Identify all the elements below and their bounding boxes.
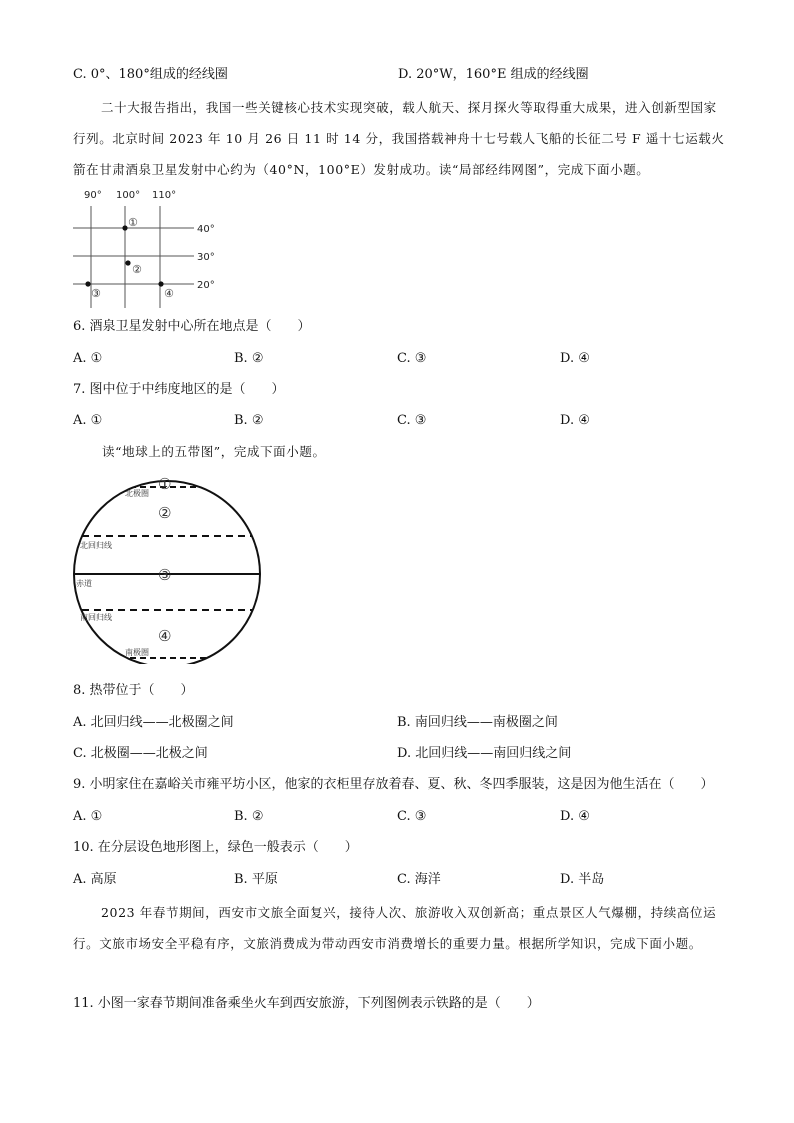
q6-option-d: D. ④: [560, 351, 590, 366]
arctic-circle-label: 北极圈: [125, 489, 149, 498]
q8-option-b: B. 南回归线——南极圈之间: [397, 715, 558, 730]
grid-map-figure: [70, 184, 230, 312]
q9-stem: 9. 小明家住在嘉峪关市雍平坊小区，他家的衣柜里存放着春、夏、秋、冬四季服装，这是因为他生活在（ ）: [73, 777, 714, 792]
q6-stem: 6. 酒泉卫星发射中心所在地点是（ ）: [73, 319, 311, 334]
antarctic-circle-label: 南极圈: [125, 648, 149, 657]
passage-five-zones: 读“地球上的五带图”，完成下面小题。: [102, 444, 326, 459]
zone-2-label: ②: [158, 504, 172, 522]
point-2-dot: [125, 260, 130, 265]
lat-label-30: 30°: [197, 252, 215, 263]
q6-option-c: C. ③: [397, 351, 427, 366]
passage-shenzhou: 二十大报告指出，我国一些关键核心技术实现突破，载人航天、探月探火等取得重大成果，进入创新型国家行列。北京时间 2023 年 10 月 26 日 11 时 14 分，我国搭载神舟十七号载人飞船的长征二号 F 遥十七运载火箭在甘肃酒泉卫星发射中心约为（40°N，100°E）发射成功。读“局部经纬网图”，完成下面小题。: [73, 100, 725, 177]
tropic-cancer-label: 北回归线: [80, 541, 112, 550]
equator-label: 赤道: [76, 579, 92, 588]
q10-option-d: D. 半岛: [560, 872, 605, 887]
q7-option-c: C. ③: [397, 413, 427, 428]
q8-option-a: A. 北回归线——北极圈之间: [73, 715, 234, 730]
q7-stem: 7. 图中位于中纬度地区的是（ ）: [73, 382, 285, 397]
five-zones-figure: [70, 472, 270, 664]
lon-label-90: 90°: [84, 190, 102, 201]
lon-label-100: 100°: [116, 190, 141, 201]
lat-label-40: 40°: [197, 224, 215, 235]
q8-stem: 8. 热带位于（ ）: [73, 683, 194, 698]
zone-3-label: ③: [158, 566, 172, 584]
q5-option-d: D. 20°W，160°E 组成的经线圈: [398, 67, 589, 82]
point-3-label: ③: [91, 287, 101, 300]
zone-1-label: ①: [158, 475, 172, 493]
point-4-label: ④: [164, 287, 174, 300]
zone-4-label: ④: [158, 627, 172, 645]
q9-option-c: C. ③: [397, 809, 427, 824]
tropic-capricorn-label: 南回归线: [80, 613, 112, 622]
point-3-dot: [85, 281, 90, 286]
q8-option-d: D. 北回归线——南回归线之间: [397, 746, 572, 761]
q5-option-c: C. 0°、180°组成的经线圈: [73, 67, 228, 82]
point-1-label: ①: [128, 216, 138, 229]
q9-option-d: D. ④: [560, 809, 590, 824]
q6-option-b: B. ②: [234, 351, 264, 366]
q7-option-b: B. ②: [234, 413, 264, 428]
q7-option-a: A. ①: [73, 413, 103, 428]
q10-option-b: B. 平原: [234, 872, 278, 887]
passage-xian-tourism: 2023 年春节期间，西安市文旅全面复兴，接待人次、旅游收入双创新高；重点景区人气爆棚，持续高位运行。文旅市场安全平稳有序，文旅消费成为带动西安市消费增长的重要力量。根据所学知识，完成下面小题。: [73, 905, 717, 951]
lon-label-110: 110°: [152, 190, 177, 201]
lat-label-20: 20°: [197, 280, 215, 291]
q9-option-b: B. ②: [234, 809, 264, 824]
q9-option-a: A. ①: [73, 809, 103, 824]
q6-option-a: A. ①: [73, 351, 103, 366]
q10-option-a: A. 高原: [73, 872, 117, 887]
q10-option-c: C. 海洋: [397, 872, 441, 887]
q8-option-c: C. 北极圈——北极之间: [73, 746, 208, 761]
point-1-dot: [122, 225, 127, 230]
point-2-label: ②: [132, 263, 142, 276]
q11-stem: 11. 小图一家春节期间准备乘坐火车到西安旅游，下列图例表示铁路的是（ ）: [73, 996, 540, 1011]
q10-stem: 10. 在分层设色地形图上，绿色一般表示（ ）: [73, 840, 358, 855]
q7-option-d: D. ④: [560, 413, 590, 428]
point-4-dot: [158, 281, 163, 286]
